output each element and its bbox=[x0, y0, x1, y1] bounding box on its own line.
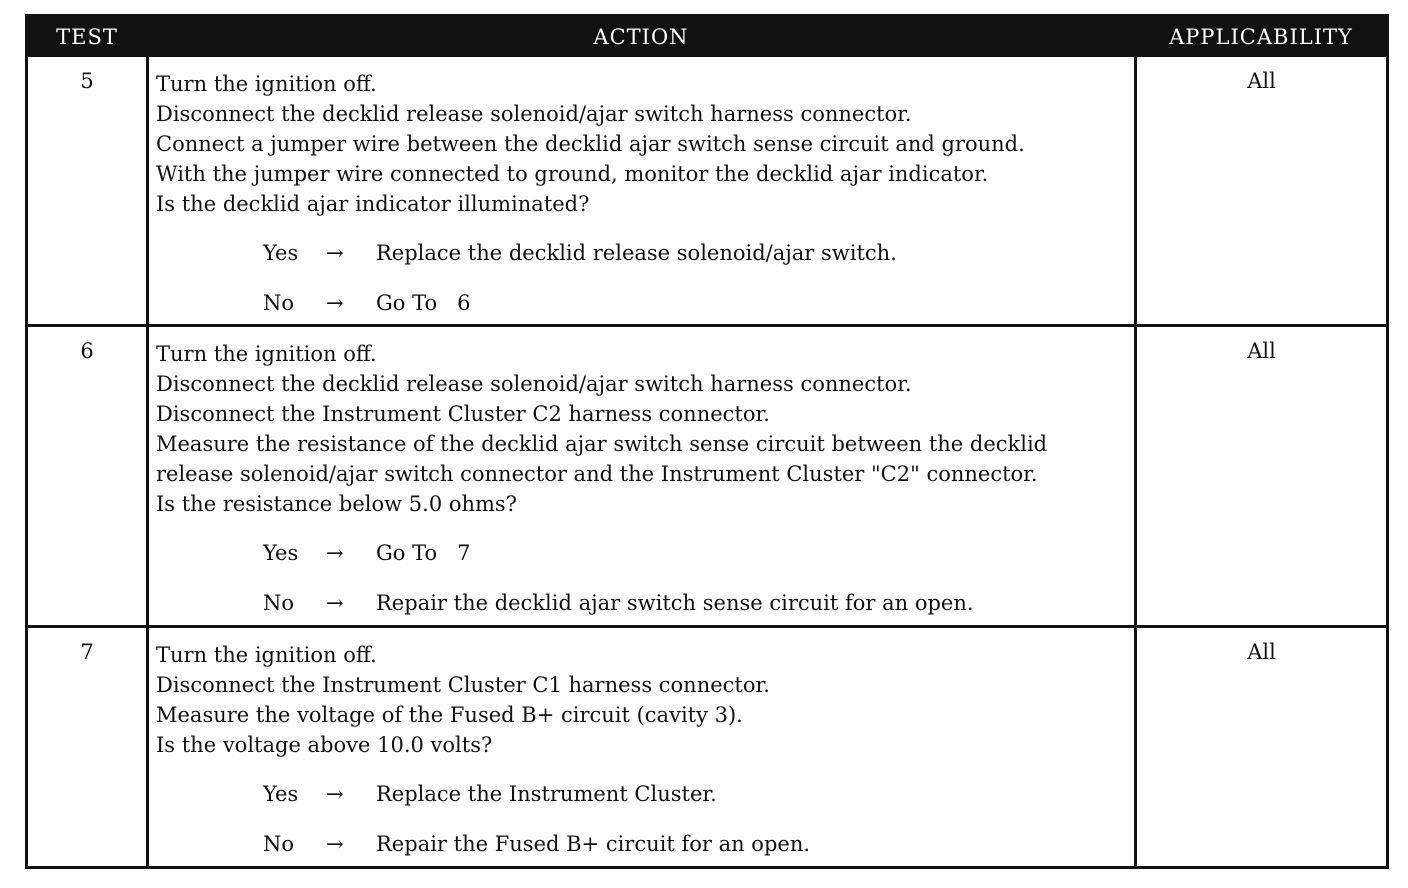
test-number: 7 bbox=[80, 640, 94, 664]
action-step: Disconnect the decklid release solenoid/ajar switch harness connector. bbox=[156, 102, 912, 126]
header-applicability: APPLICABILITY bbox=[1169, 25, 1353, 49]
table-header bbox=[28, 17, 1386, 57]
answer-yes bbox=[156, 238, 1134, 268]
action-step: Disconnect the decklid release solenoid/ajar switch harness connector. bbox=[156, 372, 912, 396]
answer-list bbox=[156, 779, 1134, 859]
action-step: Turn the ignition off. bbox=[156, 72, 377, 96]
answer-yes bbox=[156, 538, 1134, 568]
answer-list bbox=[156, 238, 1134, 318]
action-step: Turn the ignition off. bbox=[156, 342, 377, 366]
arrow-right-icon: → bbox=[326, 832, 344, 856]
answer-label: No bbox=[263, 591, 295, 615]
answer-result: Replace the Instrument Cluster. bbox=[376, 782, 717, 806]
action-step: Disconnect the Instrument Cluster C2 harness connector. bbox=[156, 402, 770, 426]
arrow-right-icon: → bbox=[326, 291, 344, 315]
answer-list bbox=[156, 538, 1134, 618]
action-step: Measure the voltage of the Fused B+ circuit (cavity 3). bbox=[156, 703, 743, 727]
action-step: release solenoid/ajar switch connector and the Instrument Cluster "C2" connector. bbox=[156, 462, 1038, 486]
answer-result: Replace the decklid release solenoid/ajar switch. bbox=[376, 241, 897, 265]
applicability-cell: All bbox=[1247, 69, 1276, 93]
action-step: Measure the resistance of the decklid ajar switch sense circuit between the decklid bbox=[156, 432, 1048, 456]
test-number: 5 bbox=[80, 69, 94, 93]
answer-result: Go To 6 bbox=[376, 291, 471, 315]
arrow-right-icon: → bbox=[326, 541, 344, 565]
action-cell bbox=[156, 640, 1134, 859]
table-row bbox=[28, 327, 1386, 627]
answer-result: Repair the decklid ajar switch sense circuit for an open. bbox=[376, 591, 974, 615]
action-step: Turn the ignition off. bbox=[156, 643, 377, 667]
arrow-right-icon: → bbox=[326, 591, 344, 615]
answer-label: No bbox=[263, 291, 295, 315]
header-action: ACTION bbox=[593, 25, 689, 49]
answer-label: Yes bbox=[263, 782, 299, 806]
applicability-cell: All bbox=[1247, 640, 1276, 664]
answer-no bbox=[156, 829, 1134, 859]
action-step: Connect a jumper wire between the decklid ajar switch sense circuit and ground. bbox=[156, 132, 1025, 156]
test-number: 6 bbox=[80, 339, 94, 363]
action-step: Disconnect the Instrument Cluster C1 harness connector. bbox=[156, 673, 770, 697]
answer-label: No bbox=[263, 832, 295, 856]
applicability-cell: All bbox=[1247, 339, 1276, 363]
table-row bbox=[28, 628, 1386, 869]
action-step: Is the decklid ajar indicator illuminated? bbox=[156, 192, 590, 216]
arrow-right-icon: → bbox=[326, 241, 344, 265]
answer-label: Yes bbox=[263, 541, 299, 565]
action-step: With the jumper wire connected to ground, monitor the decklid ajar indicator. bbox=[156, 162, 989, 186]
action-step: Is the resistance below 5.0 ohms? bbox=[156, 492, 517, 516]
answer-yes bbox=[156, 779, 1134, 809]
answer-result: Go To 7 bbox=[376, 541, 471, 565]
answer-result: Repair the Fused B+ circuit for an open. bbox=[376, 832, 811, 856]
action-cell bbox=[156, 339, 1134, 618]
arrow-right-icon: → bbox=[326, 782, 344, 806]
answer-no bbox=[156, 288, 1134, 318]
action-step: Is the voltage above 10.0 volts? bbox=[156, 733, 493, 757]
action-cell bbox=[156, 69, 1134, 318]
answer-no bbox=[156, 588, 1134, 618]
header-test: TEST bbox=[56, 25, 118, 49]
diagnostic-table bbox=[25, 14, 1389, 869]
table-row bbox=[28, 57, 1386, 327]
answer-label: Yes bbox=[263, 241, 299, 265]
